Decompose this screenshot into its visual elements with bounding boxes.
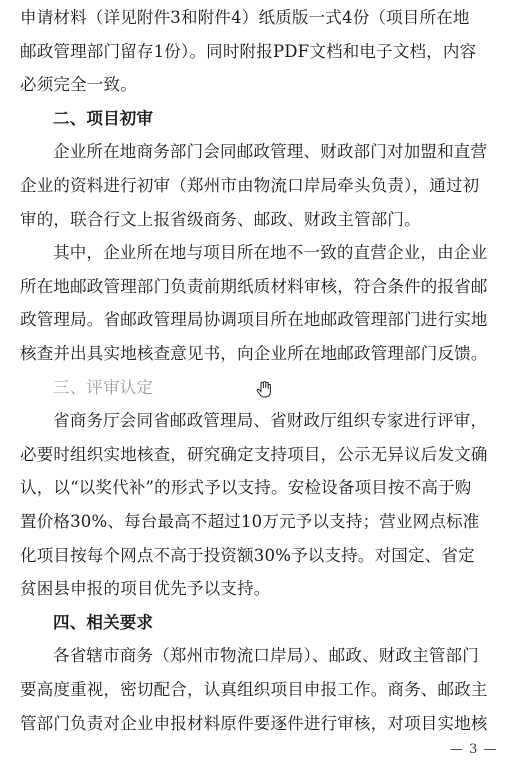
text-line: 要高度重视，密切配合，认真组织项目申报工作。商务、邮政主: [20, 680, 488, 699]
section-heading: 二、项目初审: [53, 108, 154, 128]
text-line: 邮政管理部门留存1份）。同时附报PDF文档和电子文档，内容: [20, 41, 477, 61]
text-line: 化项目按每个网点不高于投资额30%予以支持。对国定、省定: [20, 545, 475, 565]
text-line: 核查并出具实地核查意见书，向企业所在地邮政管理部门反馈。: [20, 344, 488, 363]
text-line: 政管理局。省邮政管理局协调项目所在地邮政管理部门进行实地: [20, 310, 488, 330]
hand-cursor-icon: [256, 381, 272, 399]
section-heading: 三、评审认定: [53, 377, 154, 397]
text-line: 省商务厅会同省邮政管理局、省财政厅组织专家进行评审，: [53, 411, 488, 431]
text-line: 所在地邮政管理部门负责前期纸质材料审核，符合条件的报省邮: [20, 276, 488, 296]
text-line: 必须完全一致。: [20, 75, 137, 95]
text-line: 审的，联合行文上报省级商务、邮政、财政主管部门。: [20, 209, 421, 229]
page-number: — 3 —: [450, 742, 498, 757]
section-heading: 四、相关要求: [53, 612, 154, 632]
text-line: 企业的资料进行初审（郑州市由物流口岸局牵头负责），通过初: [20, 176, 480, 195]
text-line: 其中，企业所在地与项目所在地不一致的直营企业，由企业: [53, 243, 488, 263]
text-line: 管部门负责对企业申报材料原件要逐件进行审核，对项目实地核: [20, 713, 488, 733]
text-line: 申请材料（详见附件3和附件4）纸质版一式4份（项目所在地: [20, 8, 470, 27]
text-line: 认，以“以奖代补”的形式予以支持。安检设备项目按不高于购: [20, 478, 472, 498]
text-line: 必要时组织实地核查，研究确定支持项目，公示无异议后发文确: [20, 444, 488, 464]
text-line: 置价格30%、每台最高不超过10万元予以支持；营业网点标准: [20, 512, 480, 531]
text-line: 企业所在地商务部门会同邮政管理、财政部门对加盟和直营: [53, 142, 488, 162]
text-line: 贫困县申报的项目优先予以支持。: [20, 579, 271, 599]
text-line: 各省辖市商务（郑州市物流口岸局）、邮政、财政主管部门: [53, 646, 479, 666]
